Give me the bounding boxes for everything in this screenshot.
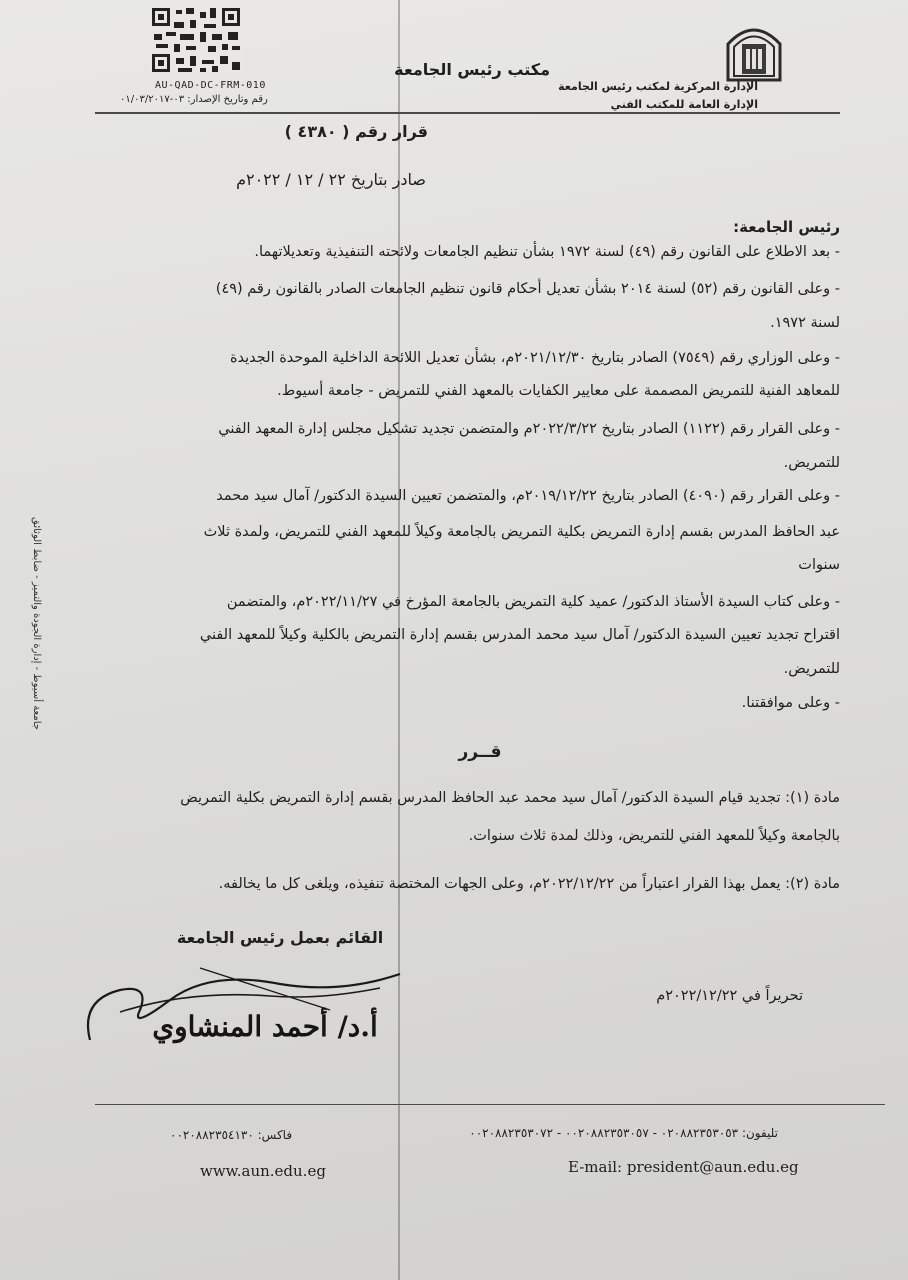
- side-stamp: جامعة أسيوط - إدارة الجودة والتميز - ضابط الوثائق: [31, 517, 42, 730]
- body-title: رئيس الجامعة:: [733, 218, 840, 236]
- written-date: تحريراً في ٢٠٢٢/١٢/٢٢م: [656, 988, 803, 1004]
- body-line: - وعلى الوزاري رقم (٧٥٤٩) الصادر بتاريخ ٢٠٢١/١٢/٣٠م، بشأن تعديل اللائحة الداخلية الموحدة الجديدة: [229, 350, 840, 366]
- body-line: عبد الحافظ المدرس بقسم إدارة التمريض بكلية التمريض بالجامعة وكيلاً للمعهد الفني للتمريض، ولمدة ثلاث: [203, 524, 840, 540]
- body-line: - وعلى القرار رقم (١١٢٢) الصادر بتاريخ ٢٠٢٢/٣/٢٢م والمتضمن تجديد تشكيل مجلس إدارة المعهد الفني: [218, 421, 840, 437]
- footer-rule: [95, 1104, 885, 1105]
- decision-heading: قــرر: [458, 742, 502, 762]
- office-center-title: مكتب رئيس الجامعة: [394, 60, 550, 79]
- body-line: للمعاهد الفنية للتمريض المصممة على معايير الكفايات بالمعهد الفني للتمريض - جامعة أسيوط.: [277, 383, 840, 399]
- signatory-title: القائم بعمل رئيس الجامعة: [176, 928, 384, 947]
- article-line: بالجامعة وكيلاً للمعهد الفني للتمريض، وذلك لمدة ثلاث سنوات.: [468, 828, 840, 844]
- footer-phone: تليفون: ٠٢٠٨٨٢٣٥٣٠٥٣ - ٠٠٢٠٨٨٢٣٥٣٠٥٧ - ٠٠٢٠٨٨٢٣٥٣٠٧٢: [469, 1126, 778, 1140]
- footer-fax: فاكس: ٠٠٢٠٨٨٢٣٥٤١٣٠: [170, 1128, 293, 1142]
- body-line: للتمريض.: [783, 455, 840, 471]
- article-line: مادة (٢): يعمل بهذا القرار اعتباراً من ٢٠٢٢/١٢/٢٢م، وعلى الجهات المختصة تنفيذه، ويلغى كل ما يخالفه.: [218, 876, 840, 892]
- office-line-1: الإدارة المركزية لمكتب رئيس الجامعة: [558, 80, 758, 93]
- university-logo: [722, 22, 786, 84]
- signatory-name: أ.د/ أحمد المنشاوي: [152, 1010, 378, 1043]
- office-line-2: الإدارة العامة للمكتب الفني: [610, 98, 758, 111]
- qr-code: [150, 6, 242, 74]
- body-line: - وعلى القانون رقم (٥٢) لسنة ٢٠١٤ بشأن تعديل أحكام قانون تنظيم الجامعات الصادر بالقانون رقم (٤٩): [215, 281, 840, 297]
- decree-number: قرار رقم ( ٤٣٨٠ ): [284, 122, 428, 141]
- footer-email: E-mail: president@aun.edu.eg: [568, 1158, 799, 1176]
- issue-date: رقم وتاريخ الإصدار: ٠٣-٠١/٠٣/٢٠١٧: [120, 94, 268, 105]
- form-code: AU-QAD-DC-FRM-010: [155, 80, 266, 91]
- footer-website: www.aun.edu.eg: [200, 1162, 326, 1180]
- decree-date: صادر بتاريخ ٢٢ / ١٢ / ٢٠٢٢م: [236, 170, 426, 189]
- body-line: - بعد الاطلاع على القانون رقم (٤٩) لسنة ١٩٧٢ بشأن تنظيم الجامعات ولائحته التنفيذية وتعديلاتهما.: [254, 244, 840, 260]
- body-line: اقتراح تجديد تعيين السيدة الدكتور/ آمال سيد محمد المدرس بقسم إدارة التمريض بالكلية وكيلاً للمعهد الفني: [199, 627, 840, 643]
- body-line: للتمريض.: [783, 661, 840, 677]
- body-line: - وعلى موافقتنا.: [741, 695, 840, 711]
- body-line: سنوات: [798, 557, 840, 573]
- body-line: - وعلى كتاب السيدة الأستاذ الدكتور/ عميد كلية التمريض بالجامعة المؤرخ في ٢٠٢٢/١١/٢٧م، والمتضمن: [226, 594, 840, 610]
- header-rule: [95, 112, 840, 114]
- body-line: لسنة ١٩٧٢.: [770, 315, 840, 331]
- article-line: مادة (١): تجديد قيام السيدة الدكتور/ آمال سيد محمد عبد الحافظ المدرس بقسم إدارة التمريض بكلية التمريض: [180, 790, 840, 806]
- body-line: - وعلى القرار رقم (٤٠٩٠) الصادر بتاريخ ٢٠١٩/١٢/٢٢م، والمتضمن تعيين السيدة الدكتور/ آمال سيد محمد: [216, 488, 840, 504]
